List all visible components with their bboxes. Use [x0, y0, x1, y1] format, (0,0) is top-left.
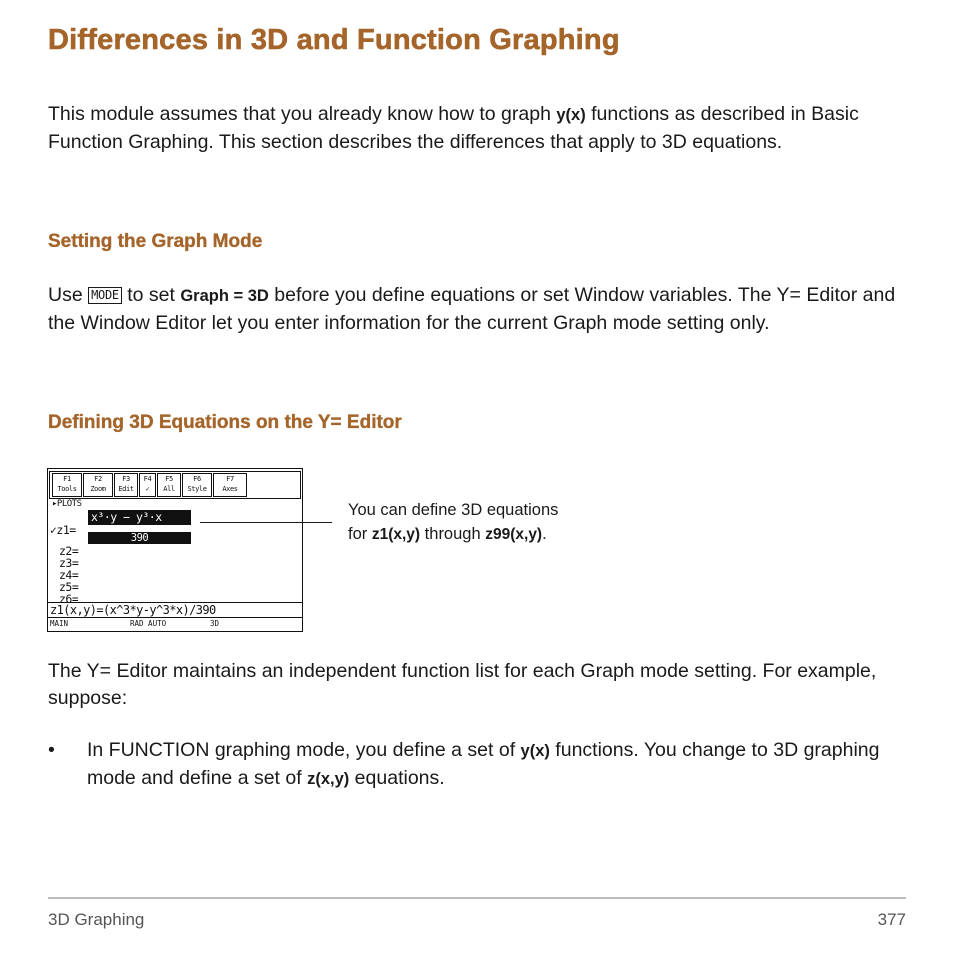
- intro-bold-yx: y(x): [556, 106, 586, 124]
- callout-line-1: You can define 3D equations: [348, 501, 559, 519]
- footer-page-number: 377: [877, 910, 906, 929]
- toolbar-tab-f4: [139, 473, 156, 497]
- footer-section-name: 3D Graphing: [48, 910, 145, 929]
- bullet-text: In FUNCTION graphing mode, you define a set of: [87, 739, 521, 761]
- mode-key-icon: MODE: [88, 287, 122, 304]
- callout-text: [348, 498, 558, 547]
- z4-row: z4=: [59, 568, 79, 582]
- toolbar-tab-f1: [52, 473, 82, 497]
- bullet-text: equations.: [349, 766, 445, 789]
- bullet-item: [87, 737, 917, 792]
- intro-text: This module assumes that you already know how to graph: [48, 103, 557, 125]
- entry-line: z1(x,y)=(x^3*y-y^3*x)/390: [48, 602, 302, 616]
- graph-3d-bold: Graph = 3D: [180, 287, 269, 305]
- toolbar-tab-f2: [83, 473, 113, 497]
- tab-label: Axes: [222, 485, 238, 493]
- z6-row: z6=: [59, 593, 79, 602]
- toolbar-tab-f6: [182, 473, 212, 497]
- callout-bold-z1: z1(x,y): [371, 526, 421, 543]
- z1-expression-bottom: 390: [88, 532, 191, 544]
- tab-key: F6: [193, 475, 201, 483]
- z1-label: ✓z1=: [50, 523, 76, 537]
- tab-key: F2: [94, 475, 102, 483]
- callout-bold-z99: z99(x,y): [485, 526, 543, 543]
- status-angle: RAD AUTO: [130, 619, 167, 628]
- callout-text-part: .: [542, 525, 547, 543]
- tab-key: F1: [63, 475, 71, 483]
- plots-indicator: ▸PLOTS: [52, 499, 82, 509]
- graph-mode-paragraph: [48, 282, 918, 336]
- callout-text-part: for: [348, 525, 372, 543]
- callout-leader-line: [200, 522, 332, 523]
- tab-label: All: [163, 485, 175, 493]
- graph-mode-text: Use: [48, 284, 89, 306]
- tab-label: Edit: [118, 485, 134, 493]
- bullet-marker: •: [48, 739, 55, 761]
- page-title: Differences in 3D and Function Graphing: [48, 24, 620, 56]
- status-folder: MAIN: [50, 619, 69, 628]
- callout-line-2: [348, 522, 558, 547]
- calculator-toolbar: [49, 471, 301, 499]
- intro-text: functions as described in Basic Function Graphing. This section describes the differences that apply to 3D equations.: [48, 103, 859, 153]
- bullet-bold-yx: y(x): [520, 742, 550, 760]
- status-bar: [48, 617, 302, 631]
- yeditor-paragraph: The Y= Editor maintains an independent function list for each Graph mode setting. For example, suppose:: [48, 660, 877, 709]
- section-heading-3d-equations: Defining 3D Equations on the Y= Editor: [48, 412, 402, 433]
- bullet-bold-zxy: z(x,y): [307, 769, 350, 788]
- calculator-screen: [47, 468, 303, 632]
- graph-mode-text: to set: [121, 284, 181, 306]
- graph-mode-text: before you define equations or set Window variables. The Y= Editor and the Window Editor let you enter information for the current Graph mode setting only.: [48, 284, 896, 334]
- tab-key: F7: [226, 475, 234, 483]
- tab-key: F3: [122, 475, 130, 483]
- z3-row: z3=: [59, 556, 79, 570]
- toolbar-tab-f5: [157, 473, 181, 497]
- tab-label: Tools: [57, 485, 77, 493]
- z1-expression-top: x³·y − y³·x: [88, 510, 191, 525]
- status-mode: 3D: [210, 619, 220, 628]
- toolbar-tab-f3: [114, 473, 138, 497]
- tab-key: F5: [165, 475, 173, 483]
- tab-label: Zoom: [90, 485, 106, 493]
- callout-text-part: through: [420, 525, 486, 543]
- z2-row: z2=: [59, 544, 79, 558]
- footer-divider: [48, 897, 906, 899]
- section-heading-graph-mode: Setting the Graph Mode: [48, 231, 263, 252]
- z5-row: z5=: [59, 580, 79, 594]
- check-icon: ✓: [145, 485, 150, 493]
- tab-key: F4: [143, 475, 152, 483]
- intro-paragraph: [48, 101, 918, 155]
- tab-label: Style: [187, 485, 207, 493]
- toolbar-tab-f7: [213, 473, 247, 497]
- bullet-text: functions. You change to 3D graphing mode and define a set of: [87, 739, 880, 789]
